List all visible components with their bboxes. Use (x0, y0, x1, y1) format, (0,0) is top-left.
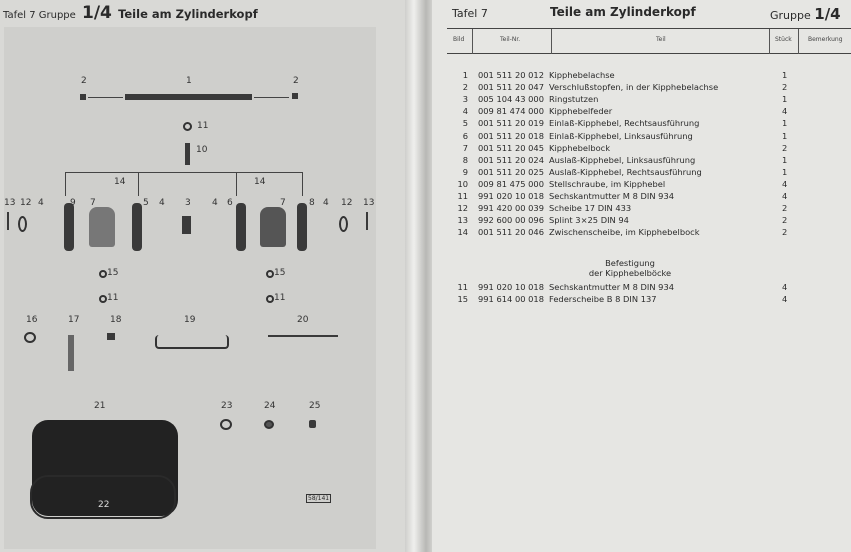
bild-cell: 14 (457, 227, 468, 238)
callout: 17 (68, 315, 80, 325)
callout: 25 (309, 401, 321, 411)
part-number-cell: 001 511 20 012 (478, 70, 544, 80)
callout: 2 (293, 76, 299, 86)
quantity-cell: 2 (782, 142, 788, 153)
bild-cell: 10 (457, 178, 468, 189)
table-row (440, 82, 820, 92)
split-pin (7, 212, 9, 230)
callout: 23 (221, 401, 233, 411)
part-name-cell: Zwischenscheibe, im Kipphebelbock (549, 227, 700, 238)
gruppe-label: Gruppe (38, 10, 76, 21)
bild-cell: 13 (457, 215, 468, 226)
bild-cell: 2 (462, 82, 468, 93)
bild-cell: 5 (462, 118, 468, 129)
ring-socket (182, 216, 191, 234)
part-name-cell: Kipphebelachse (549, 70, 615, 80)
left-page-header (3, 3, 258, 23)
rocker-arm (297, 203, 307, 251)
part-number-cell: 001 511 20 025 (478, 166, 544, 177)
nut (99, 295, 107, 303)
callout: 13 (363, 198, 375, 208)
callout: 4 (38, 198, 44, 208)
bild-cell: 3 (462, 94, 468, 105)
rocker-arm (236, 203, 246, 251)
bracket-wire (155, 335, 229, 349)
callout: 11 (107, 293, 119, 303)
quantity-cell: 4 (782, 282, 788, 292)
quantity-cell: 1 (782, 70, 788, 80)
part-name-cell: Federscheibe B 8 DIN 137 (549, 293, 657, 304)
part-number-cell: 001 511 20 046 (478, 227, 544, 238)
column-divider (769, 29, 770, 54)
split-pin (366, 212, 368, 230)
part-number-cell: 001 511 20 045 (478, 142, 544, 153)
callout: 12 (20, 198, 32, 208)
column-divider (472, 29, 473, 54)
callout: 5 (143, 198, 149, 208)
table-row (440, 106, 820, 116)
callout: 7 (280, 198, 286, 208)
table-row (440, 167, 820, 177)
nut (266, 295, 274, 303)
table-header-rule (447, 53, 851, 54)
callout: 4 (323, 198, 329, 208)
part-number-cell: 001 511 20 018 (478, 130, 544, 141)
quantity-cell: 1 (782, 154, 788, 165)
plug (292, 93, 298, 99)
table-row (440, 282, 820, 292)
rocker-arm (64, 203, 74, 251)
callout: 22 (98, 500, 110, 510)
seal-ring (264, 420, 274, 429)
bild-cell: 1 (462, 70, 468, 80)
callout: 3 (185, 198, 191, 208)
leader-line (65, 172, 303, 173)
connecting-wire (268, 335, 338, 337)
column-header-bemerkung: Bemerkung (808, 36, 843, 43)
quantity-cell: 1 (782, 130, 788, 141)
cover-gasket (30, 475, 176, 519)
seal-ring (24, 332, 36, 343)
part-name-cell: Auslaß-Kipphebel, Rechtsausführung (549, 166, 702, 177)
table-row (440, 191, 820, 201)
table-row (440, 143, 820, 153)
column-header-bild: Bild (453, 36, 465, 43)
rocker-shaft (125, 94, 252, 100)
callout: 21 (94, 401, 106, 411)
callout: 15 (274, 268, 286, 278)
callout: 10 (196, 145, 208, 155)
table-row (440, 179, 820, 189)
quantity-cell: 2 (782, 82, 788, 93)
nut (183, 122, 192, 131)
cap-nut (309, 420, 316, 428)
part-number-cell: 991 420 00 039 (478, 203, 544, 214)
callout: 2 (81, 76, 87, 86)
part-name-cell: Ringstutzen (549, 94, 599, 105)
part-name-cell: Kipphebelbock (549, 142, 611, 153)
table-row (440, 70, 820, 80)
rocker-bracket (89, 207, 115, 247)
part-name-cell: Verschlußstopfen, in der Kipphebelachse (549, 82, 719, 93)
part-number-cell: 992 600 00 096 (478, 215, 544, 226)
callout: 14 (254, 177, 266, 187)
table-row (440, 118, 820, 128)
quantity-cell: 2 (782, 215, 788, 226)
part-name-cell: Auslaß-Kipphebel, Linksausführung (549, 154, 696, 165)
gruppe-label (770, 5, 841, 23)
part-name-cell: Splint 3×25 DIN 94 (549, 215, 629, 226)
tafel-label: Tafel 7 (452, 7, 488, 20)
book-gutter (405, 0, 435, 552)
callout: 18 (110, 315, 122, 325)
gruppe-text: Gruppe (770, 9, 811, 22)
callout: 20 (297, 315, 309, 325)
gruppe-number: 1/4 (814, 5, 841, 23)
glow-plug (68, 335, 74, 371)
part-name-cell: Einlaß-Kipphebel, Linksausführung (549, 130, 693, 141)
spring-washer (99, 270, 107, 278)
callout: 8 (309, 198, 315, 208)
quantity-cell: 1 (782, 94, 788, 105)
callout: 15 (107, 268, 119, 278)
bild-cell: 11 (457, 282, 468, 292)
callout: 4 (159, 198, 165, 208)
leader-line (236, 172, 237, 196)
part-name-cell: Scheibe 17 DIN 433 (549, 203, 632, 214)
table-row (440, 94, 820, 104)
callout: 11 (197, 121, 209, 131)
part-number-cell: 001 511 20 019 (478, 118, 544, 129)
part-name-cell: Einlaß-Kipphebel, Rechtsausführung (549, 118, 700, 129)
column-header-teil: Teil (656, 36, 666, 43)
washer (18, 216, 27, 232)
callout: 19 (184, 315, 196, 325)
callout: 24 (264, 401, 276, 411)
part-number-cell: 991 614 00 018 (478, 293, 544, 304)
part-number-cell: 001 511 20 047 (478, 82, 544, 93)
table-row (440, 215, 820, 225)
bild-cell: 7 (462, 142, 468, 153)
subheading: der Kipphebelböcke (588, 268, 672, 278)
callout: 16 (26, 315, 38, 325)
table-row (440, 203, 820, 213)
adjusting-screw (185, 143, 190, 165)
part-number-cell: 009 81 475 000 (478, 178, 544, 189)
bild-cell: 8 (462, 154, 468, 165)
spring-washer (266, 270, 274, 278)
part-name-cell: Sechskantmutter M 8 DIN 934 (549, 282, 674, 292)
seal-ring (220, 419, 232, 430)
bild-cell: 6 (462, 130, 468, 141)
gruppe-number: 1/4 (82, 3, 112, 23)
part-number-cell: 001 511 20 024 (478, 154, 544, 165)
bild-cell: 9 (462, 166, 468, 177)
rocker-arm (132, 203, 142, 251)
leader-line (138, 172, 139, 196)
callout: 12 (341, 198, 353, 208)
part-number-cell: 991 020 10 018 (478, 191, 544, 201)
subheading: Befestigung (605, 258, 655, 268)
quantity-cell: 2 (782, 227, 788, 238)
quantity-cell: 1 (782, 166, 788, 177)
plug (80, 94, 86, 100)
quantity-cell: 4 (782, 191, 788, 201)
arrow (254, 97, 289, 98)
quantity-cell: 4 (782, 178, 788, 189)
callout: 1 (186, 76, 192, 86)
left-page (0, 0, 410, 552)
arrow (88, 97, 123, 98)
table-row (440, 155, 820, 165)
quantity-cell: 1 (782, 118, 788, 129)
callout: 13 (4, 198, 16, 208)
part-name-cell: Kipphebelfeder (549, 106, 613, 117)
callout: 7 (90, 198, 96, 208)
column-divider (798, 29, 799, 54)
callout: 6 (227, 198, 233, 208)
leader-line (65, 172, 66, 196)
quantity-cell: 2 (782, 203, 788, 214)
page-title: Teile am Zylinderkopf (550, 5, 696, 19)
column-header-stueck: Stück (775, 36, 792, 43)
tafel-label: Tafel 7 (3, 10, 36, 21)
part-number-cell: 009 81 474 000 (478, 106, 544, 117)
washer (339, 216, 348, 232)
callout: 9 (70, 198, 76, 208)
figure-number: 58/141 (308, 495, 330, 502)
column-divider (551, 29, 552, 54)
rocker-bracket (260, 207, 286, 247)
part-name-cell: Stellschraube, im Kipphebel (549, 178, 666, 189)
quantity-cell: 4 (782, 293, 788, 304)
part-number-cell: 005 104 43 000 (478, 94, 544, 105)
table-row (440, 294, 820, 304)
bild-cell: 15 (457, 293, 468, 304)
bild-cell: 12 (457, 203, 468, 214)
table-row (440, 131, 820, 141)
callout: 11 (274, 293, 286, 303)
table-row (440, 227, 820, 237)
leader-line (302, 172, 303, 196)
nut (107, 333, 115, 340)
bild-cell: 4 (462, 106, 468, 117)
callout: 14 (114, 177, 126, 187)
table-top-rule (447, 28, 851, 29)
part-name-cell: Sechskantmutter M 8 DIN 934 (549, 191, 674, 201)
bild-cell: 11 (457, 191, 468, 201)
quantity-cell: 4 (782, 106, 788, 117)
page-title: Teile am Zylinderkopf (118, 7, 258, 21)
part-number-cell: 991 020 10 018 (478, 282, 544, 292)
callout: 4 (212, 198, 218, 208)
column-header-teil-nr: Teil-Nr. (500, 36, 521, 43)
